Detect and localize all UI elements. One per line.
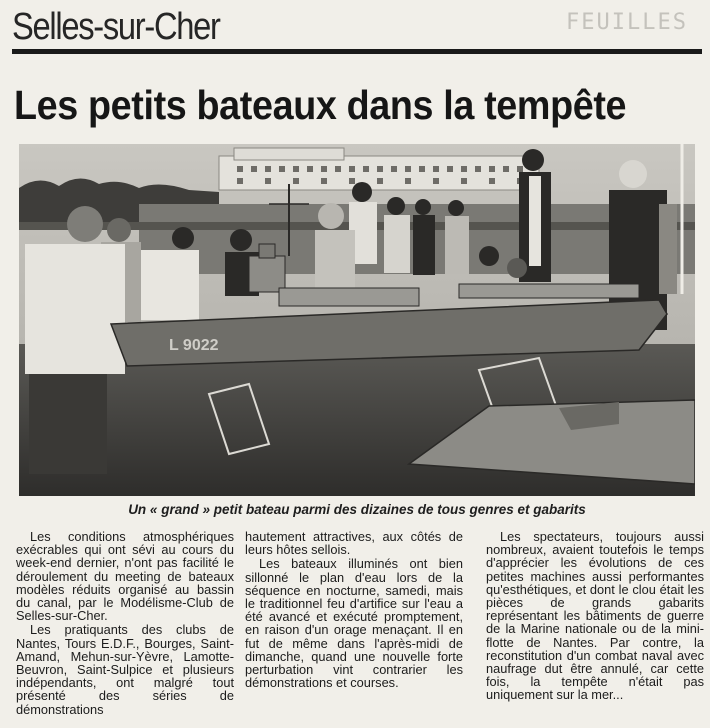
article-column-2 [245, 530, 463, 689]
article-column-3 [486, 530, 704, 702]
paragraph: Les conditions atmosphériques exécrables qui ont sévi au cours du week-end dernier, n'ont pas facilité le déroulement du meeting de bateaux modèles réduits organisé au bassin du canal, par le Modélisme-Club de Selles-sur-Cher. [16, 529, 234, 624]
section-masthead: Selles-sur-Cher [12, 6, 220, 48]
photo-caption: Un « grand » petit bateau parmi des dizaines de tous genres et gabarits [128, 502, 586, 517]
paragraph: Les pratiquants des clubs de Nantes, Tours E.D.F., Bourges, Saint-Amand, Mehun-sur-Yèvre, Lamotte-Beuvron, Saint-Sulpice et plusieurs indépendants, ont malgré tout présenté des séries de démonstrations [16, 622, 234, 717]
paragraph: Les bateaux illuminés ont bien sillonné le plan d'eau lors de la séquence en nocturne, samedi, mais le traditionnel feu d'artifice sur l'eau a été avancé et exécuté promptement, en raison d'un orage menaçant. Il en fut de même dans l'après-midi de dimanche, quand une nouvelle forte perturbation vint contrarier les démonstrations et courses. [245, 556, 463, 691]
masthead-rule [12, 49, 702, 54]
paragraph: Les spectateurs, toujours aussi nombreux, avaient toutefois le temps d'apprécier les évolutions de ces petites machines aussi performantes qu'esthétiques, et dont le clou était les pièces de grands gabarits représentant les bâtiments de guerre de la Marine nationale ou de la mini-flotte de Nantes. Par contre, la reconstitution d'un combat naval avec naufrage dut être annulé, car cette fois, la tempête n'était pas uniquement sur la mer... [486, 529, 704, 703]
article-headline: Les petits bateaux dans la tempête [14, 82, 627, 128]
paragraph: hautement attractives, aux côtés de leurs hôtes sellois. [245, 529, 463, 558]
article-column-1 [16, 530, 234, 716]
photo-illustration [19, 144, 695, 496]
hull-number: L 9022 [169, 337, 219, 354]
bleed-through-text: FEUILLES [566, 10, 688, 35]
article-photo [19, 144, 695, 496]
